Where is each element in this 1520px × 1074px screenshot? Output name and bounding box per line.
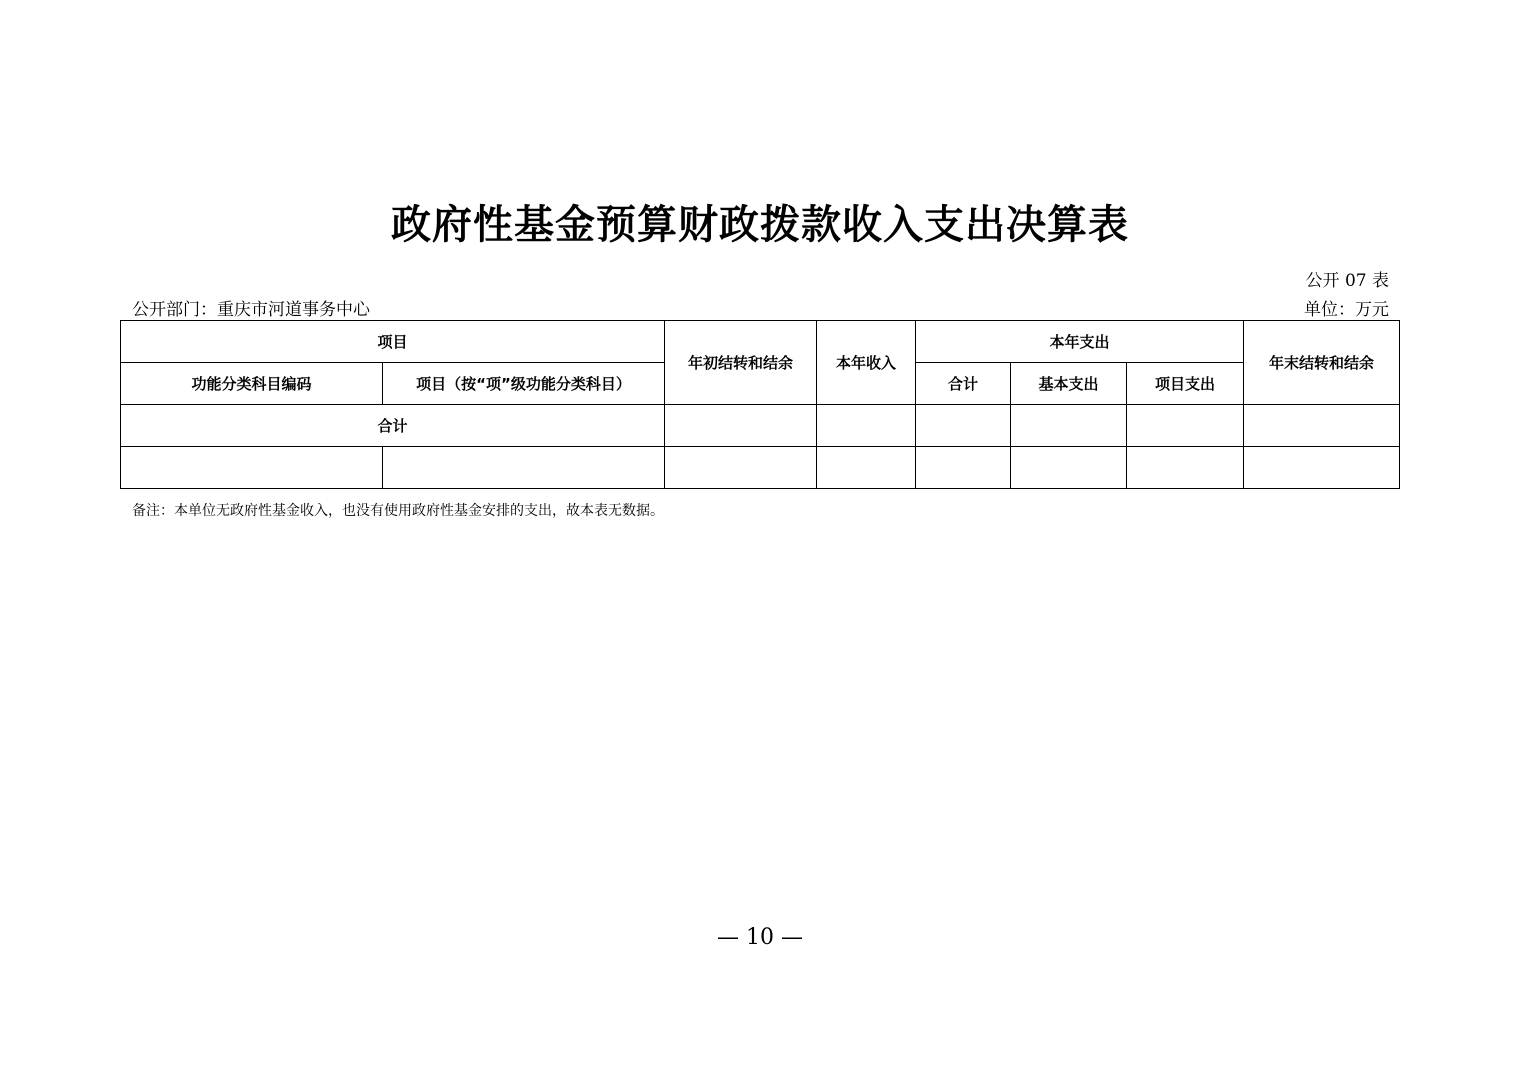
table-cell [1244, 405, 1400, 447]
header-project-item: 项目（按“项”级功能分类科目） [383, 363, 665, 405]
table-cell [383, 447, 665, 489]
table-cell [817, 447, 916, 489]
table-cell [1127, 447, 1244, 489]
table-cell [817, 405, 916, 447]
header-opening-balance: 年初结转和结余 [665, 321, 817, 405]
table-cell [916, 405, 1011, 447]
table-header-row-1 [121, 321, 1400, 363]
table-cell [916, 447, 1011, 489]
form-number: 公开 07 表 [1305, 271, 1389, 291]
unit-label: 单位：万元 [1304, 300, 1389, 320]
table-cell [1127, 405, 1244, 447]
header-total: 合计 [916, 363, 1011, 405]
table-cell [1011, 405, 1127, 447]
header-code: 功能分类科目编码 [121, 363, 383, 405]
budget-table [120, 320, 1400, 489]
table-note: 备注：本单位无政府性基金收入，也没有使用政府性基金安排的支出，故本表无数据。 [132, 503, 664, 519]
table-row-total [121, 405, 1400, 447]
document-title: 政府性基金预算财政拨款收入支出决算表 [391, 201, 1129, 248]
page-number: — 10 — [717, 925, 803, 950]
header-project: 项目 [121, 321, 665, 363]
header-income: 本年收入 [817, 321, 916, 405]
table-row [121, 447, 1400, 489]
table-cell [665, 447, 817, 489]
department-label: 公开部门：重庆市河道事务中心 [132, 300, 370, 320]
total-row-label: 合计 [121, 405, 665, 447]
table-cell [1011, 447, 1127, 489]
header-expense: 本年支出 [916, 321, 1244, 363]
header-closing-balance: 年末结转和结余 [1244, 321, 1400, 405]
header-basic: 基本支出 [1011, 363, 1127, 405]
table-cell [1244, 447, 1400, 489]
table-cell [121, 447, 383, 489]
header-project-expense: 项目支出 [1127, 363, 1244, 405]
table-cell [665, 405, 817, 447]
